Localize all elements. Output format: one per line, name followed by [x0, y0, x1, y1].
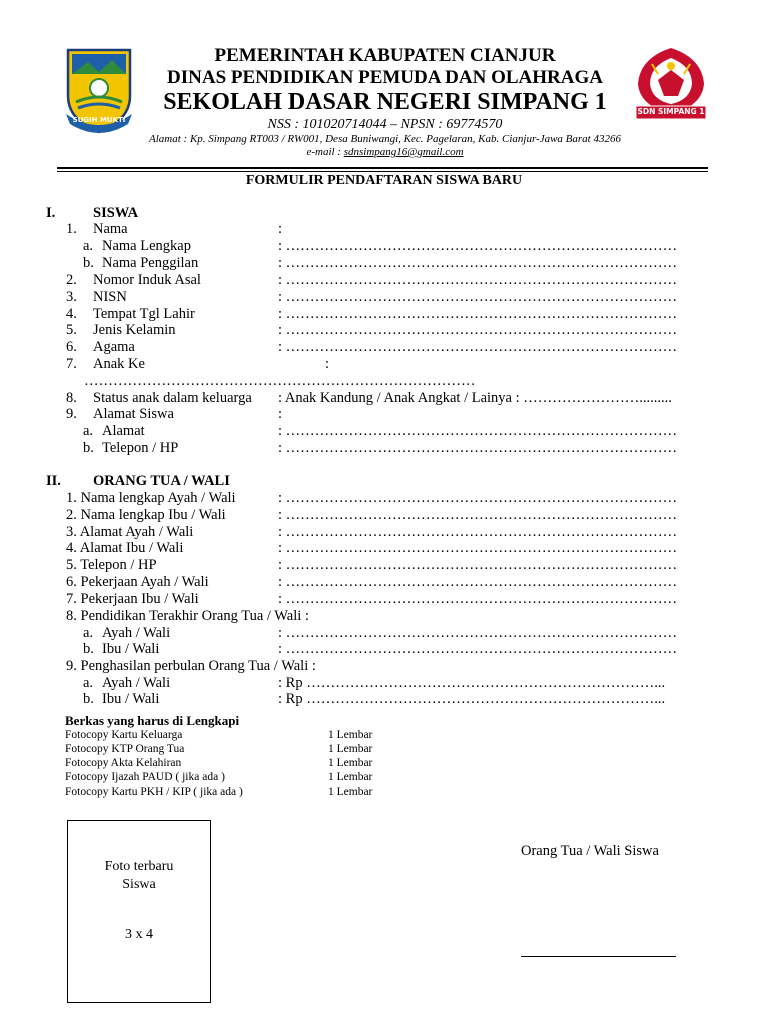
item-letter: b.	[83, 255, 94, 271]
berkas-qty: 1 Lembar	[328, 743, 373, 755]
label-tempat-tgl-lahir: Tempat Tgl Lahir	[93, 306, 195, 322]
label-nama-panggilan: Nama Penggilan	[102, 255, 199, 271]
header-address: Alamat : Kp. Simpang RT003 / RW001, Desa Buniwangi, Kec. Pagelaran, Kab. Cianjur-Jawa Barat 43266	[149, 133, 621, 145]
label-pendidikan-ibu: Ibu / Wali	[102, 641, 160, 657]
item-num: 2.	[66, 272, 77, 288]
label-pendidikan: 8. Pendidikan Terakhir Orang Tua / Wali :	[66, 608, 309, 624]
field-penghasilan-ibu[interactable]: : Rp ………………………………………………………………...	[278, 691, 666, 707]
label-nama-ayah: 1. Nama lengkap Ayah / Wali	[66, 490, 236, 506]
photo-label-line2: Siswa	[122, 877, 156, 892]
colon: :	[278, 406, 283, 422]
cianjur-logo	[58, 44, 140, 136]
field-alamat-ibu[interactable]: : ………………………………………………………………………	[278, 540, 678, 556]
field-pendidikan-ayah[interactable]: : ………………………………………………………………………	[278, 625, 678, 641]
berkas-qty: 1 Lembar	[328, 757, 373, 769]
item-letter: a.	[83, 238, 94, 254]
item-letter: a.	[83, 423, 94, 439]
cianjur-logo-ribbon-text: SUGIH MUKTI	[72, 116, 126, 124]
header-rule-thin	[57, 171, 708, 172]
section2-title: ORANG TUA / WALI	[93, 473, 230, 489]
item-num: 5.	[66, 322, 77, 338]
field-nama-ibu[interactable]: : ………………………………………………………………………	[278, 507, 678, 523]
photo-box[interactable]	[67, 820, 211, 1003]
field-alamat-ayah[interactable]: : ………………………………………………………………………	[278, 524, 678, 540]
berkas-doc: Fotocopy Kartu Keluarga	[65, 729, 183, 741]
label-nama: Nama	[93, 221, 128, 237]
label-nisn: NISN	[93, 289, 127, 305]
colon: :	[278, 221, 283, 237]
label-anak-ke: Anak Ke	[93, 356, 145, 372]
berkas-qty: 1 Lembar	[328, 786, 373, 798]
section2-number: II.	[46, 473, 61, 489]
label-penghasilan: 9. Penghasilan perbulan Orang Tua / Wali :	[66, 658, 316, 674]
label-telepon-ortu: 5. Telepon / HP	[66, 557, 157, 573]
item-letter: b.	[83, 641, 94, 657]
label-jenis-kelamin: Jenis Kelamin	[93, 322, 176, 338]
field-jenis-kelamin[interactable]: : ………………………………………………………………………	[278, 322, 678, 338]
label-nama-ibu: 2. Nama lengkap Ibu / Wali	[66, 507, 226, 523]
field-pekerjaan-ayah[interactable]: : ………………………………………………………………………	[278, 574, 678, 590]
school-logo-ribbon-text: SDN SIMPANG 1	[637, 107, 705, 116]
label-pekerjaan-ayah: 6. Pekerjaan Ayah / Wali	[66, 574, 209, 590]
label-agama: Agama	[93, 339, 135, 355]
item-letter: a.	[83, 675, 94, 691]
label-nama-lengkap: Nama Lengkap	[102, 238, 191, 254]
section1-number: I.	[46, 205, 56, 221]
header-email	[140, 146, 630, 158]
berkas-qty: 1 Lembar	[328, 729, 373, 741]
header-email-link[interactable]: sdnsimpang16@gmail.com	[343, 146, 464, 158]
label-status-anak: Status anak dalam keluarga	[93, 390, 252, 406]
field-anak-ke[interactable]: ………………………………………………………………………	[84, 373, 476, 389]
header-government: PEMERINTAH KABUPATEN CIANJUR	[214, 45, 556, 66]
header-email-prefix: e-mail :	[306, 146, 344, 158]
label-penghasilan-ibu: Ibu / Wali	[102, 691, 160, 707]
photo-label-line1: Foto terbaru	[104, 859, 174, 874]
field-penghasilan-ayah[interactable]: : Rp ………………………………………………………………...	[278, 675, 666, 691]
item-num: 6.	[66, 339, 77, 355]
school-logo	[632, 44, 710, 124]
field-alamat[interactable]: : ………………………………………………………………………	[278, 423, 678, 439]
colon: :	[325, 356, 330, 372]
form-title: FORMULIR PENDAFTARAN SISWA BARU	[245, 173, 523, 188]
label-alamat-ayah: 3. Alamat Ayah / Wali	[66, 524, 194, 540]
field-pendidikan-ibu[interactable]: : ………………………………………………………………………	[278, 641, 678, 657]
header-nss-npsn: NSS : 101020714044 – NPSN : 69774570	[267, 117, 503, 132]
signature-label: Orang Tua / Wali Siswa	[521, 843, 659, 859]
field-agama[interactable]: : ………………………………………………………………………	[278, 339, 678, 355]
section1-title: SISWA	[93, 205, 139, 221]
field-status-anak[interactable]: : Anak Kandung / Anak Angkat / Lainya : …………………….........	[278, 390, 672, 406]
label-alamat: Alamat	[102, 423, 145, 439]
item-num: 4.	[66, 306, 77, 322]
label-alamat-siswa: Alamat Siswa	[93, 406, 174, 422]
berkas-qty: 1 Lembar	[328, 771, 373, 783]
label-alamat-ibu: 4. Alamat Ibu / Wali	[66, 540, 184, 556]
field-telepon[interactable]: : ………………………………………………………………………	[278, 440, 678, 456]
field-nomor-induk[interactable]: : ………………………………………………………………………	[278, 272, 678, 288]
item-letter: a.	[83, 625, 94, 641]
label-pekerjaan-ibu: 7. Pekerjaan Ibu / Wali	[66, 591, 199, 607]
field-nama-lengkap[interactable]: : ………………………………………………………………………	[278, 238, 678, 254]
header-rule-thick	[57, 167, 708, 169]
berkas-doc: Fotocopy Akta Kelahiran	[65, 757, 182, 769]
field-telepon-ortu[interactable]: : ………………………………………………………………………	[278, 557, 678, 573]
berkas-title: Berkas yang harus di Lengkapi	[65, 713, 240, 728]
field-tempat-tgl-lahir[interactable]: : ………………………………………………………………………	[278, 306, 678, 322]
signature-line[interactable]	[521, 956, 676, 957]
field-nisn[interactable]: : ………………………………………………………………………	[278, 289, 678, 305]
item-num: 9.	[66, 406, 77, 422]
field-pekerjaan-ibu[interactable]: : ………………………………………………………………………	[278, 591, 678, 607]
item-num: 8.	[66, 390, 77, 406]
label-pendidikan-ayah: Ayah / Wali	[102, 625, 171, 641]
item-num: 3.	[66, 289, 77, 305]
label-telepon: Telepon / HP	[102, 440, 179, 456]
field-nama-panggilan[interactable]: : ………………………………………………………………………	[278, 255, 678, 271]
header-school-name: SEKOLAH DASAR NEGERI SIMPANG 1	[163, 89, 607, 115]
label-nomor-induk: Nomor Induk Asal	[93, 272, 201, 288]
berkas-doc: Fotocopy KTP Orang Tua	[65, 743, 185, 755]
berkas-doc: Fotocopy Ijazah PAUD ( jika ada )	[65, 771, 225, 783]
photo-size: 3 x 4	[125, 927, 153, 942]
berkas-doc: Fotocopy Kartu PKH / KIP ( jika ada )	[65, 786, 243, 798]
field-nama-ayah[interactable]: : ………………………………………………………………………	[278, 490, 678, 506]
item-letter: b.	[83, 691, 94, 707]
item-num: 7.	[66, 356, 77, 372]
header-department: DINAS PENDIDIKAN PEMUDA DAN OLAHRAGA	[167, 67, 603, 88]
label-penghasilan-ayah: Ayah / Wali	[102, 675, 171, 691]
item-num: 1.	[66, 221, 77, 237]
item-letter: b.	[83, 440, 94, 456]
